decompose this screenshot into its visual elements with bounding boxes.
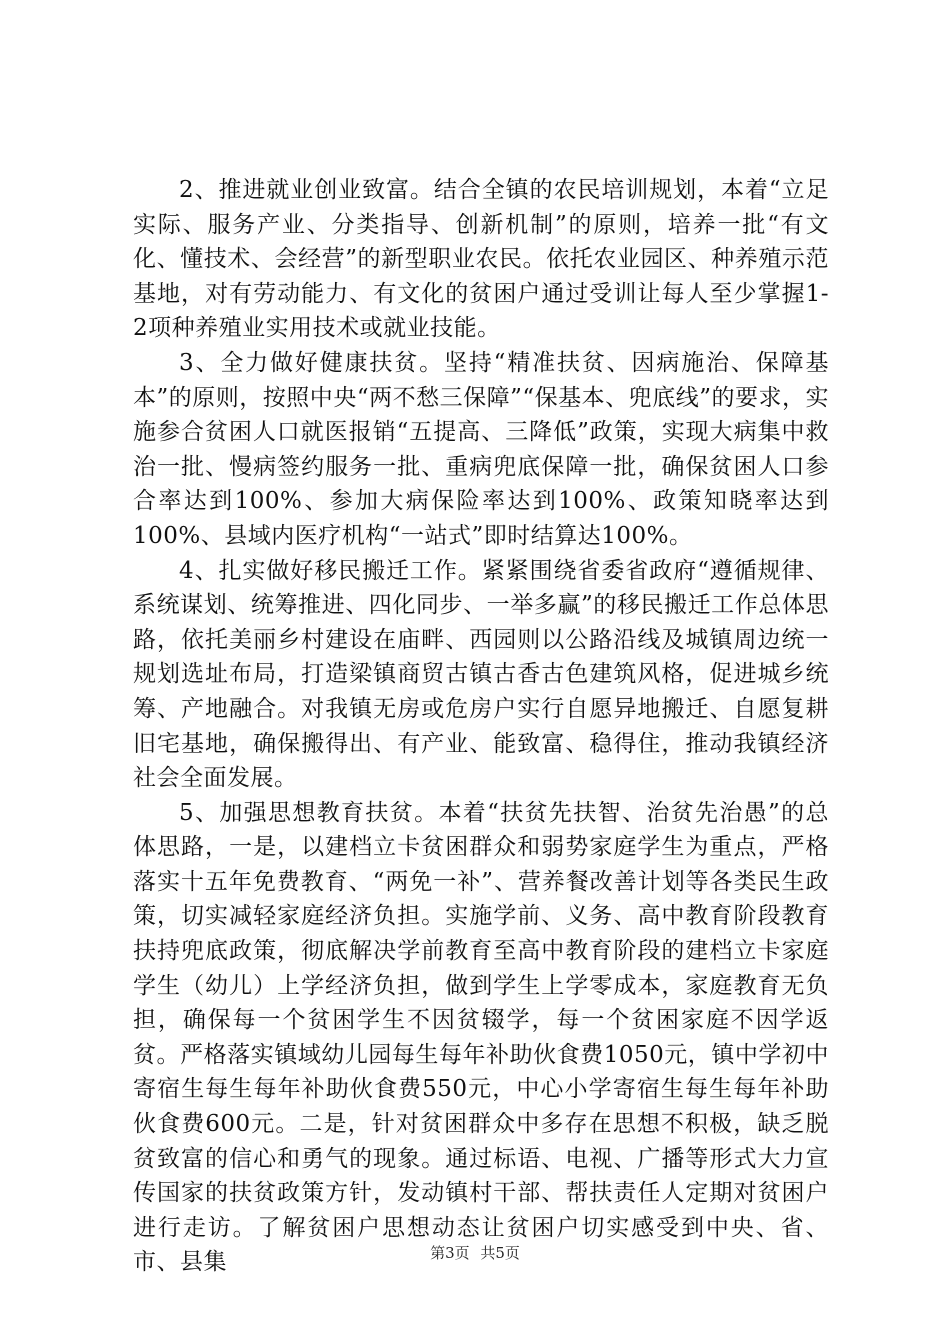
page-footer	[0, 1242, 950, 1263]
paragraph-employment: 2、推进就业创业致富。结合全镇的农民培训规划，本着“立足实际、服务产业、分类指导、创新机制”的原则，培养一批“有文化、懂技术、会经营”的新型职业农民。依托农业园区、种养殖示范基地，对有劳动能力、有文化的贫困户通过受训让每人至少掌握1-2项种养殖业实用技术或就业技能。	[133, 177, 829, 342]
paragraph-health: 3、全力做好健康扶贫。坚持“精准扶贫、因病施治、保障基本”的原则，按照中央“两不愁三保障”“保基本、兜底线”的要求，实施参合贫困人口就医报销“五提高、三降低”政策，实现大病集中救治一批、慢病签约服务一批、重病兜底保障一批，确保贫困人口参合率达到100%、参加大病保险率达到100%、政策知晓率达到100%、县域内医疗机构“一站式”即时结算达100%。	[133, 349, 829, 549]
page-total: 共5页	[480, 1244, 520, 1262]
paragraph-education: 5、加强思想教育扶贫。本着“扶贫先扶智、治贫先治愚”的总体思路，一是，以建档立卡贫困群众和弱势家庭学生为重点，严格落实十五年免费教育、“两免一补”、营养餐改善计划等各类民生政策，切实减轻家庭经济负担。实施学前、义务、高中教育阶段教育扶持兜底政策，彻底解决学前教育至高中教育阶段的建档立卡家庭学生（幼儿）上学经济负担，做到学生上学零成本，家庭教育无负担，确保每一个贫困学生不因贫辍学，每一个贫困家庭不因学返贫。严格落实镇域幼儿园每生每年补助伙食费1050元，镇中学初中寄宿生每生每年补助伙食费550元，中心小学寄宿生每生每年补助伙食费600元。二是，针对贫困群众中多存在思想不积极，缺乏脱贫致富的信心和勇气的现象。通过标语、电视、广播等形式大力宣传国家的扶贫政策方针，发动镇村干部、帮扶责任人定期对贫困户进行走访。了解贫困户思想动态让贫困户切实感受到中央、省、市、县集	[133, 799, 829, 1276]
document-body	[133, 173, 829, 1280]
page-number: 第3页	[430, 1244, 470, 1262]
paragraph-relocation: 4、扎实做好移民搬迁工作。紧紧围绕省委省政府“遵循规律、系统谋划、统筹推进、四化同步、一举多赢”的移民搬迁工作总体思路，依托美丽乡村建设在庙畔、西园则以公路沿线及城镇周边统一规划选址布局，打造梁镇商贸古镇古香古色建筑风格，促进城乡统筹、产地融合。对我镇无房或危房户实行自愿异地搬迁、自愿复耕旧宅基地，确保搬得出、有产业、能致富、稳得住，推动我镇经济社会全面发展。	[133, 557, 829, 792]
